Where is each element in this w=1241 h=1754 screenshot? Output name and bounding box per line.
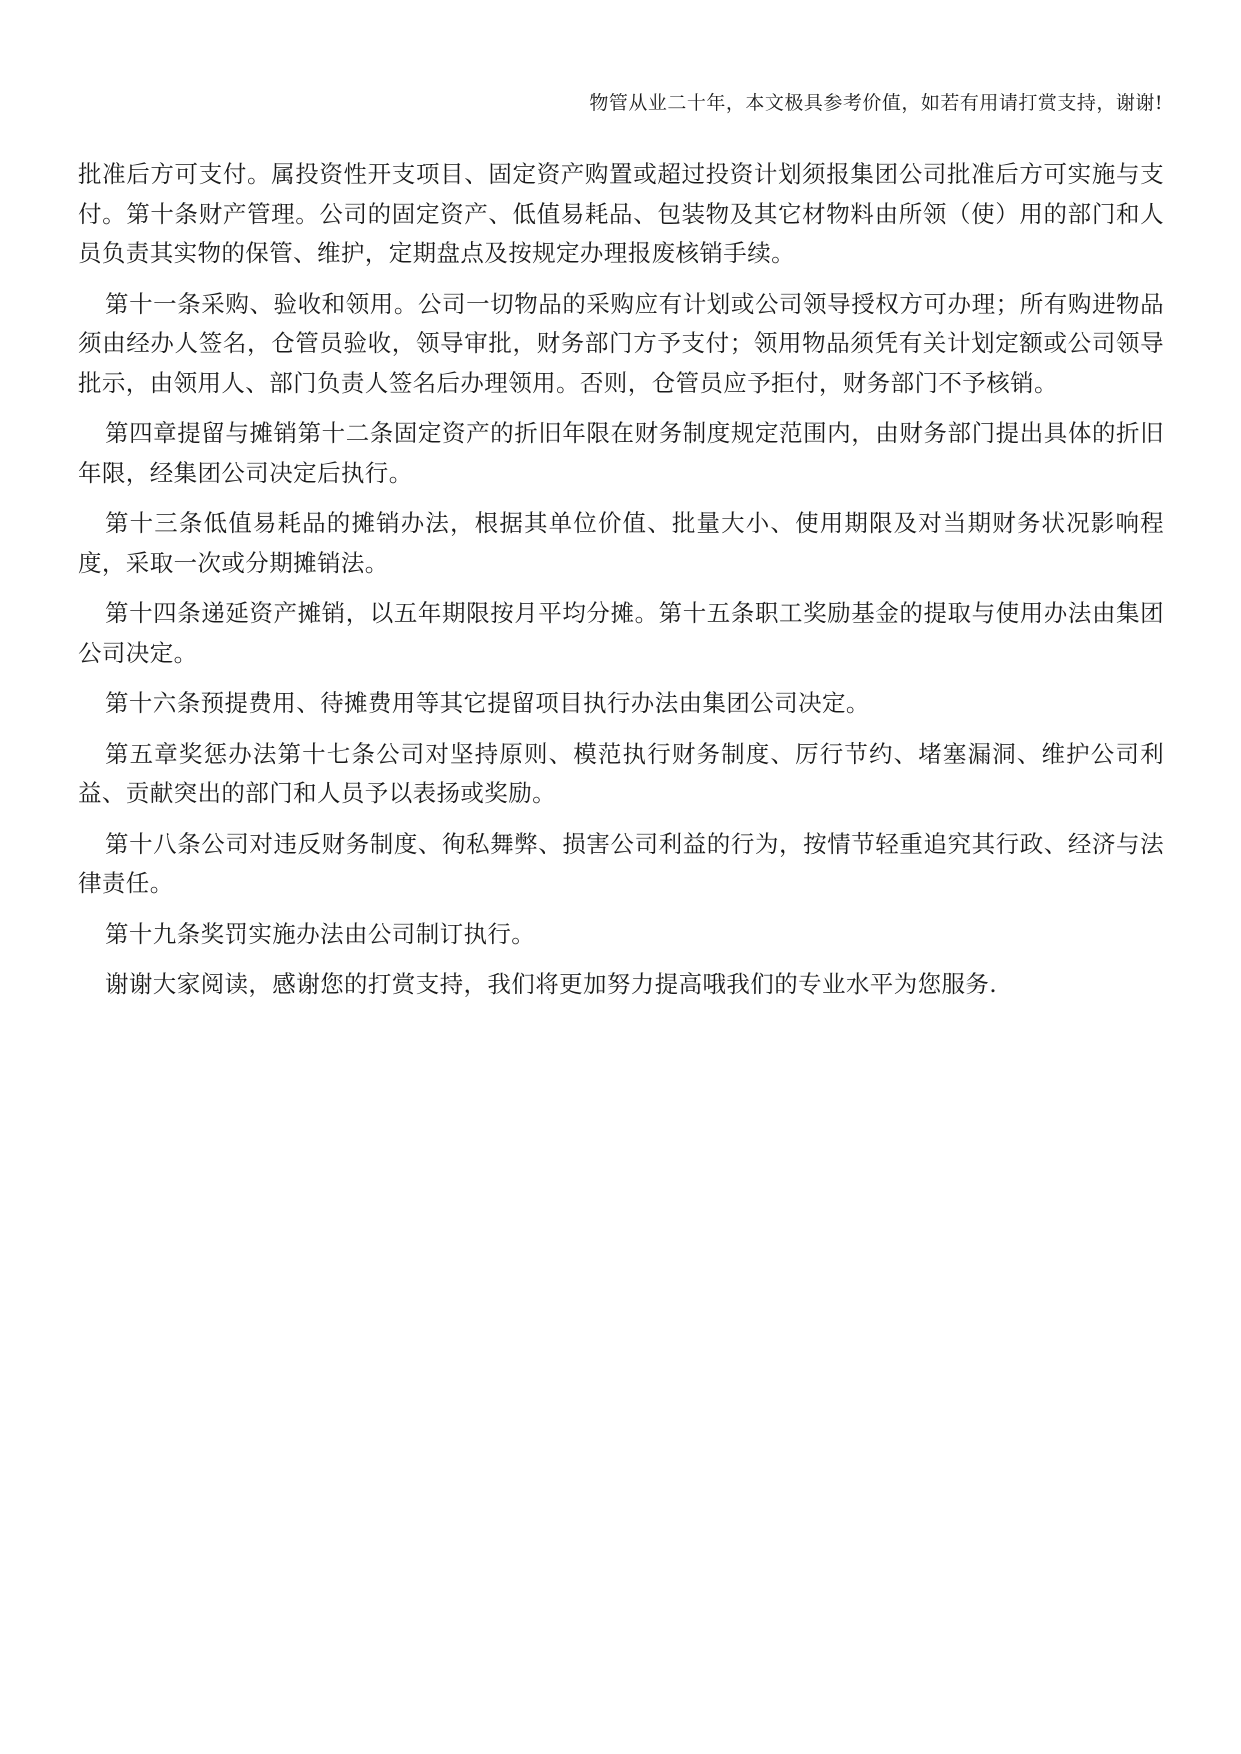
paragraph-article-18: 第十八条公司对违反财务制度、徇私舞弊、损害公司利益的行为，按情节轻重追究其行政、经济与法律责任。 bbox=[78, 829, 1164, 897]
paragraph-article-19: 第十九条奖罚实施办法由公司制订执行。 bbox=[105, 919, 536, 948]
paragraph-article-13: 第十三条低值易耗品的摊销办法，根据其单位价值、批量大小、使用期限及对当期财务状况影响程度，采取一次或分期摊销法。 bbox=[78, 509, 1164, 577]
paragraph-article-11: 第十一条采购、验收和领用。公司一切物品的采购应有计划或公司领导授权方可办理；所有购进物品须由经办人签名，仓管员验收，领导审批，财务部门方予支付；领用物品须凭有关计划定额或公司领导批示，由领用人、部门负责人签名后办理领用。否则，仓管员应予拒付，财务部门不予核销。 bbox=[78, 289, 1164, 397]
paragraph-chapter-4-article-12: 第四章提留与摊销第十二条固定资产的折旧年限在财务制度规定范围内，由财务部门提出具体的折旧年限，经集团公司决定后执行。 bbox=[78, 419, 1164, 487]
header-note: 物管从业二十年，本文极具参考价值，如若有用请打赏支持，谢谢! bbox=[589, 92, 1163, 114]
paragraph-article-16: 第十六条预提费用、待摊费用等其它提留项目执行办法由集团公司决定。 bbox=[105, 689, 870, 717]
paragraph-closing-thanks: 谢谢大家阅读，感谢您的打赏支持，我们将更加努力提高哦我们的专业水平为您服务. bbox=[105, 970, 998, 998]
paragraph-property-management: 批准后方可支付。属投资性开支项目、固定资产购置或超过投资计划须报集团公司批准后方可实施与支付。第十条财产管理。公司的固定资产、低值易耗品、包装物及其它材物料由所领（使）用的部门和人员负责其实物的保管、维护，定期盘点及按规定办理报废核销手续。 bbox=[78, 160, 1164, 267]
paragraph-article-14-15: 第十四条递延资产摊销，以五年期限按月平均分摊。第十五条职工奖励基金的提取与使用办法由集团公司决定。 bbox=[78, 599, 1164, 667]
paragraph-chapter-5-article-17: 第五章奖惩办法第十七条公司对坚持原则、模范执行财务制度、厉行节约、堵塞漏洞、维护公司利益、贡献突出的部门和人员予以表扬或奖励。 bbox=[78, 739, 1164, 807]
document-body bbox=[78, 155, 1164, 1016]
